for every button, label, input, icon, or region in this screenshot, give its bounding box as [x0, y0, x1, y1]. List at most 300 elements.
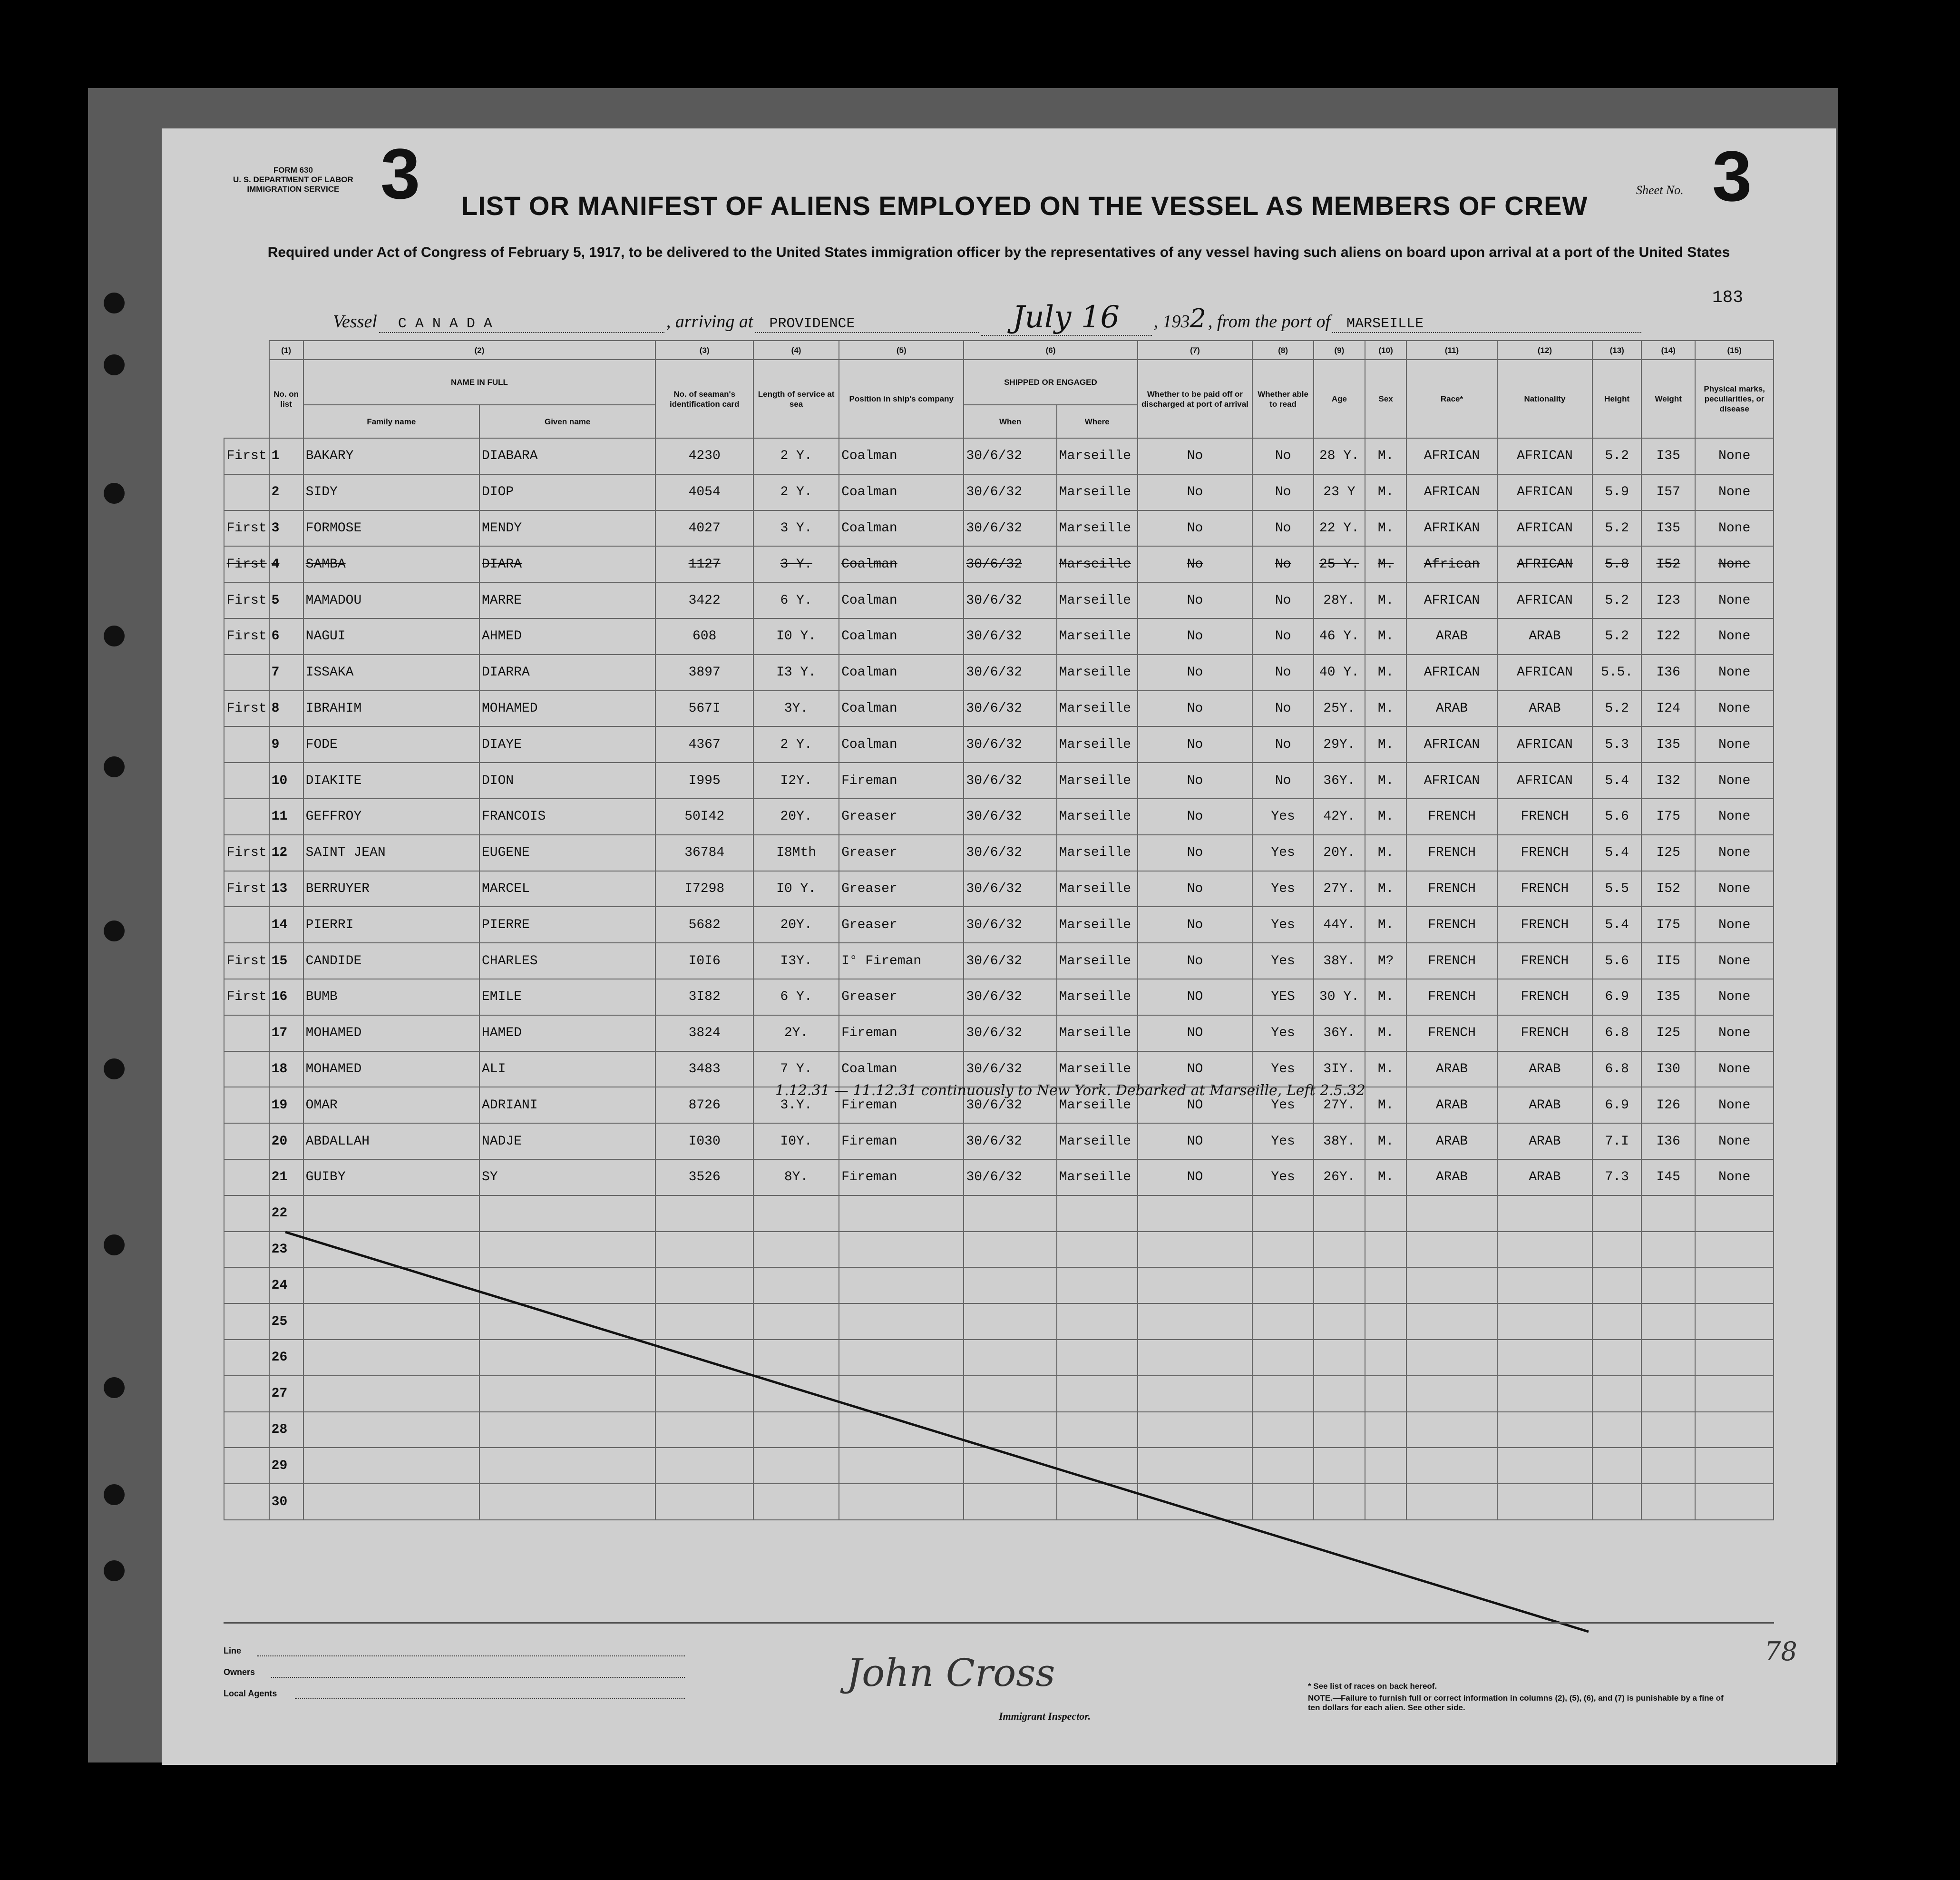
col-header-name: NAME IN FULL [303, 360, 656, 405]
cell-sex: M. [1365, 1051, 1406, 1087]
cell-paid: NO [1138, 1051, 1253, 1087]
first-voyage-mark: First [224, 691, 269, 727]
cell-given: EMILE [479, 979, 655, 1015]
cell-position: Greaser [839, 835, 964, 871]
cell-weight: I35 [1641, 510, 1695, 547]
first-voyage-mark: First [224, 871, 269, 907]
cell-age: 3IY. [1314, 1051, 1365, 1087]
cell-family: SIDY [303, 474, 479, 510]
cell-when: 30/6/32 [964, 546, 1056, 582]
cell-when: 30/6/32 [964, 474, 1056, 510]
cell-where: Marseille [1057, 1051, 1138, 1087]
cell-given: MARCEL [479, 871, 655, 907]
vessel-label: Vessel [333, 312, 377, 332]
cell-sex: M. [1365, 474, 1406, 510]
cell-where: Marseille [1057, 1015, 1138, 1051]
cell-service: 3.Y. [753, 1087, 839, 1123]
cell-position: Coalman [839, 618, 964, 655]
cell-marks: None [1695, 799, 1774, 835]
cell-where: Marseille [1057, 474, 1138, 510]
row-number: 23 [269, 1232, 303, 1268]
cell-sex: M. [1365, 799, 1406, 835]
cell-family: PIERRI [303, 907, 479, 943]
cell-height: 7.I [1592, 1123, 1641, 1159]
cell-sex: M. [1365, 1123, 1406, 1159]
cell-paid: No [1138, 510, 1253, 547]
cell-race: AFRICAN [1406, 582, 1497, 618]
cell-marks: None [1695, 546, 1774, 582]
cell-weight: I35 [1641, 438, 1695, 474]
cell-service: 20Y. [753, 907, 839, 943]
row-number: 1 [269, 438, 303, 474]
cell-where: Marseille [1057, 907, 1138, 943]
cell-marks: None [1695, 907, 1774, 943]
cell-read: Yes [1252, 871, 1314, 907]
cell-weight: I25 [1641, 835, 1695, 871]
footer-rule [224, 1622, 1774, 1624]
sheet-number: 3 [1712, 136, 1752, 216]
cell-nat: FRENCH [1497, 799, 1593, 835]
col-num: (13) [1592, 341, 1641, 360]
col-header-paid-off: Whether to be paid off or discharged at port of arrival [1138, 360, 1253, 438]
cell-age: 38Y. [1314, 943, 1365, 979]
cell-service: 2Y. [753, 1015, 839, 1051]
cell-age: 20Y. [1314, 835, 1365, 871]
cell-marks: None [1695, 655, 1774, 691]
cell-weight: I25 [1641, 1015, 1695, 1051]
cell-nat: ARAB [1497, 1051, 1593, 1087]
cell-position: Fireman [839, 763, 964, 799]
cell-position: Coalman [839, 474, 964, 510]
cell-marks: None [1695, 871, 1774, 907]
cell-read: Yes [1252, 1015, 1314, 1051]
col-header-shipped: SHIPPED OR ENGAGED [964, 360, 1137, 405]
cell-race: AFRICAN [1406, 763, 1497, 799]
cell-marks: None [1695, 510, 1774, 547]
row-number: 22 [269, 1195, 303, 1232]
cell-nat: FRENCH [1497, 943, 1593, 979]
cell-given: MENDY [479, 510, 655, 547]
cell-nat: FRENCH [1497, 871, 1593, 907]
first-voyage-mark: First [224, 510, 269, 547]
cell-nat: AFRICAN [1497, 582, 1593, 618]
cell-marks: None [1695, 1159, 1774, 1195]
col-header-where: Where [1057, 405, 1138, 438]
cell-family: DIAKITE [303, 763, 479, 799]
col-num: (8) [1252, 341, 1314, 360]
year-digit: 2 [1190, 304, 1206, 333]
cell-family: IBRAHIM [303, 691, 479, 727]
cell-marks: None [1695, 691, 1774, 727]
cell-marks: None [1695, 1015, 1774, 1051]
owners-label: Owners [224, 1667, 255, 1677]
row18-annotation: 1.12.31 — 11.12.31 continuously to New York. Debarked at Marseille, Left 2.5.32 [775, 1082, 1365, 1099]
cell-service: 6 Y. [753, 582, 839, 618]
cell-where: Marseille [1057, 943, 1138, 979]
cell-age: 44Y. [1314, 907, 1365, 943]
cell-weight: I35 [1641, 979, 1695, 1015]
cell-sex: M. [1365, 835, 1406, 871]
cell-age: 46 Y. [1314, 618, 1365, 655]
penalty-note: NOTE.—Failure to furnish full or correct information in columns (2), (5), (6), and (7) is punishable by a fine of ten dollars for each alien. See other side. [1308, 1694, 1724, 1712]
cell-family: SAMBA [303, 546, 479, 582]
line-label: Line [224, 1646, 242, 1655]
cell-race: ARAB [1406, 1123, 1497, 1159]
cell-weight: I57 [1641, 474, 1695, 510]
cell-position: Coalman [839, 691, 964, 727]
cell-race: AFRIKAN [1406, 510, 1497, 547]
first-voyage-mark: First [224, 582, 269, 618]
cell-position: Coalman [839, 655, 964, 691]
row-number: 26 [269, 1340, 303, 1376]
cell-race: ARAB [1406, 618, 1497, 655]
cell-service: I2Y. [753, 763, 839, 799]
inspector-label: Immigrant Inspector. [999, 1710, 1091, 1722]
col-header-read: Whether able to read [1252, 360, 1314, 438]
row-number: 29 [269, 1448, 303, 1484]
big-sheet-number: 3 [380, 134, 420, 214]
cell-race: FRENCH [1406, 979, 1497, 1015]
col-header-nationality: Nationality [1497, 360, 1593, 438]
cell-race: FRENCH [1406, 907, 1497, 943]
cell-family: MOHAMED [303, 1015, 479, 1051]
row-number: 15 [269, 943, 303, 979]
cell-age: 25 Y. [1314, 546, 1365, 582]
col-num: (4) [753, 341, 839, 360]
cell-given: ALI [479, 1051, 655, 1087]
cell-height: 7.3 [1592, 1159, 1641, 1195]
cell-weight: I36 [1641, 1123, 1695, 1159]
cell-marks: None [1695, 618, 1774, 655]
cell-sex: M. [1365, 871, 1406, 907]
row-number: 17 [269, 1015, 303, 1051]
cell-when: 30/6/32 [964, 691, 1056, 727]
cell-service: 2 Y. [753, 438, 839, 474]
cell-family: BERRUYER [303, 871, 479, 907]
binder-hole [104, 1234, 125, 1255]
cell-paid: No [1138, 871, 1253, 907]
cell-height: 5.2 [1592, 691, 1641, 727]
cell-nat: AFRICAN [1497, 726, 1593, 763]
row-number: 11 [269, 799, 303, 835]
cell-position: Coalman [839, 438, 964, 474]
cell-age: 26Y. [1314, 1159, 1365, 1195]
cell-sex: M. [1365, 1159, 1406, 1195]
cell-marks: None [1695, 943, 1774, 979]
col-header-height: Height [1592, 360, 1641, 438]
cell-given: DIABARA [479, 438, 655, 474]
cell-weight: I45 [1641, 1159, 1695, 1195]
cell-marks: None [1695, 438, 1774, 474]
cell-position: I° Fireman [839, 943, 964, 979]
first-voyage-mark: First [224, 546, 269, 582]
cell-when: 30/6/32 [964, 1015, 1056, 1051]
row-number: 24 [269, 1267, 303, 1303]
cell-family: MAMADOU [303, 582, 479, 618]
cell-race: AFRICAN [1406, 438, 1497, 474]
cell-family: GUIBY [303, 1159, 479, 1195]
cell-nat: ARAB [1497, 691, 1593, 727]
binder-hole [104, 1560, 125, 1581]
cell-paid: No [1138, 835, 1253, 871]
cell-height: 5.2 [1592, 510, 1641, 547]
cell-family: OMAR [303, 1087, 479, 1123]
row-number: 2 [269, 474, 303, 510]
binder-hole [104, 1484, 125, 1505]
cell-sex: M. [1365, 726, 1406, 763]
cell-when: 30/6/32 [964, 655, 1056, 691]
cell-race: FRENCH [1406, 799, 1497, 835]
cell-read: Yes [1252, 1051, 1314, 1087]
line-field [257, 1655, 685, 1656]
cell-given: SY [479, 1159, 655, 1195]
cell-position: Greaser [839, 799, 964, 835]
vessel-name: C A N A D A [379, 316, 664, 333]
cell-weight: I23 [1641, 582, 1695, 618]
cell-read: No [1252, 510, 1314, 547]
cell-where: Marseille [1057, 510, 1138, 547]
cell-height: 5.6 [1592, 799, 1641, 835]
cell-paid: No [1138, 655, 1253, 691]
cell-paid: No [1138, 763, 1253, 799]
from-label: , from the port of [1208, 312, 1331, 332]
cell-age: 27Y. [1314, 871, 1365, 907]
cell-marks: None [1695, 1123, 1774, 1159]
cell-where: Marseille [1057, 979, 1138, 1015]
cell-when: 30/6/32 [964, 763, 1056, 799]
cell-height: 6.9 [1592, 1087, 1641, 1123]
cell-where: Marseille [1057, 618, 1138, 655]
cell-read: Yes [1252, 1087, 1314, 1123]
cell-height: 5.6 [1592, 943, 1641, 979]
cell-age: 22 Y. [1314, 510, 1365, 547]
cell-age: 36Y. [1314, 1015, 1365, 1051]
cell-race: ARAB [1406, 1051, 1497, 1087]
cell-weight: I35 [1641, 726, 1695, 763]
unused-lines-strike [162, 128, 1836, 1765]
cell-when: 30/6/32 [964, 1123, 1056, 1159]
cell-height: 5.8 [1592, 546, 1641, 582]
cell-service: 20Y. [753, 799, 839, 835]
cell-nat: AFRICAN [1497, 546, 1593, 582]
cell-nat: AFRICAN [1497, 474, 1593, 510]
cell-height: 5.3 [1592, 726, 1641, 763]
cell-marks: None [1695, 979, 1774, 1015]
cell-sex: M? [1365, 943, 1406, 979]
cell-card: 50I42 [655, 799, 753, 835]
row-number: 18 [269, 1051, 303, 1087]
cell-weight: I52 [1641, 546, 1695, 582]
cell-card: 3I82 [655, 979, 753, 1015]
col-header-family-name: Family name [303, 405, 479, 438]
cell-nat: FRENCH [1497, 835, 1593, 871]
cell-race: FRENCH [1406, 871, 1497, 907]
cell-race: FRENCH [1406, 943, 1497, 979]
cell-given: MOHAMED [479, 691, 655, 727]
cell-position: Coalman [839, 546, 964, 582]
cell-card: 1127 [655, 546, 753, 582]
cell-position: Fireman [839, 1123, 964, 1159]
cell-weight: I22 [1641, 618, 1695, 655]
cell-weight: I75 [1641, 799, 1695, 835]
cell-sex: M. [1365, 546, 1406, 582]
row-number: 8 [269, 691, 303, 727]
strike-line [285, 1232, 1589, 1632]
cell-sex: M. [1365, 582, 1406, 618]
col-header-no: No. on list [269, 360, 303, 438]
cell-paid: No [1138, 726, 1253, 763]
from-port: MARSEILLE [1332, 316, 1641, 333]
cell-race: African [1406, 546, 1497, 582]
binder-hole [104, 293, 125, 313]
cell-given: CHARLES [479, 943, 655, 979]
col-header-service: Length of service at sea [753, 360, 839, 438]
cell-service: 3 Y. [753, 546, 839, 582]
cell-family: FORMOSE [303, 510, 479, 547]
row-number: 20 [269, 1123, 303, 1159]
cell-sex: M. [1365, 618, 1406, 655]
cell-where: Marseille [1057, 871, 1138, 907]
cell-service: 2 Y. [753, 726, 839, 763]
cell-weight: I24 [1641, 691, 1695, 727]
binder-hole [104, 1377, 125, 1398]
cell-nat: AFRICAN [1497, 438, 1593, 474]
row-number: 4 [269, 546, 303, 582]
cell-card: 608 [655, 618, 753, 655]
cell-nat: ARAB [1497, 618, 1593, 655]
cell-given: EUGENE [479, 835, 655, 871]
cell-paid: NO [1138, 1087, 1253, 1123]
cell-paid: No [1138, 546, 1253, 582]
cell-when: 30/6/32 [964, 871, 1056, 907]
cell-read: No [1252, 618, 1314, 655]
cell-age: 29Y. [1314, 726, 1365, 763]
cell-card: 4367 [655, 726, 753, 763]
binder-hole [104, 626, 125, 646]
cell-where: Marseille [1057, 799, 1138, 835]
cell-when: 30/6/32 [964, 799, 1056, 835]
cell-marks: None [1695, 835, 1774, 871]
cell-when: 30/6/32 [964, 438, 1056, 474]
cell-marks: None [1695, 1051, 1774, 1087]
cell-position: Fireman [839, 1087, 964, 1123]
cell-card: 8726 [655, 1087, 753, 1123]
cell-weight: II5 [1641, 943, 1695, 979]
cell-height: 5.2 [1592, 618, 1641, 655]
cell-paid: No [1138, 474, 1253, 510]
cell-where: Marseille [1057, 546, 1138, 582]
binder-hole [104, 756, 125, 777]
cell-family: BAKARY [303, 438, 479, 474]
cell-card: I995 [655, 763, 753, 799]
cell-when: 30/6/32 [964, 510, 1056, 547]
cell-weight: I52 [1641, 871, 1695, 907]
cell-paid: No [1138, 438, 1253, 474]
cell-read: No [1252, 546, 1314, 582]
cell-service: I8Mth [753, 835, 839, 871]
cell-height: 5.4 [1592, 907, 1641, 943]
owners-field [271, 1677, 685, 1678]
row-number: 16 [269, 979, 303, 1015]
row-number: 3 [269, 510, 303, 547]
cell-race: AFRICAN [1406, 726, 1497, 763]
col-num: (10) [1365, 341, 1406, 360]
cell-sex: M. [1365, 1015, 1406, 1051]
cell-nat: ARAB [1497, 1159, 1593, 1195]
cell-race: ARAB [1406, 1159, 1497, 1195]
row-number: 9 [269, 726, 303, 763]
cell-read: No [1252, 655, 1314, 691]
cell-race: ARAB [1406, 691, 1497, 727]
cell-card: 3824 [655, 1015, 753, 1051]
cell-family: GEFFROY [303, 799, 479, 835]
cell-position: Coalman [839, 510, 964, 547]
cell-weight: I32 [1641, 763, 1695, 799]
cell-height: 5.2 [1592, 582, 1641, 618]
cell-paid: No [1138, 582, 1253, 618]
cell-weight: I75 [1641, 907, 1695, 943]
cell-read: YES [1252, 979, 1314, 1015]
cell-when: 30/6/32 [964, 1159, 1056, 1195]
cell-height: 5.5 [1592, 871, 1641, 907]
row-number: 12 [269, 835, 303, 871]
col-num: (6) [964, 341, 1137, 360]
cell-position: Fireman [839, 1159, 964, 1195]
cell-given: DIARA [479, 546, 655, 582]
cell-position: Coalman [839, 582, 964, 618]
cell-given: ADRIANI [479, 1087, 655, 1123]
first-voyage-mark: First [224, 618, 269, 655]
cell-card: 3422 [655, 582, 753, 618]
col-header-sex: Sex [1365, 360, 1406, 438]
binder-hole [104, 1058, 125, 1079]
arrival-date: July 16 [981, 300, 1152, 336]
cell-given: DIAYE [479, 726, 655, 763]
col-num: (1) [269, 341, 303, 360]
cell-nat: FRENCH [1497, 1015, 1593, 1051]
cell-position: Coalman [839, 1051, 964, 1087]
cell-marks: None [1695, 582, 1774, 618]
row-number: 30 [269, 1484, 303, 1520]
cell-height: 5.2 [1592, 438, 1641, 474]
cell-height: 6.8 [1592, 1015, 1641, 1051]
margin-number: 78 [1765, 1636, 1797, 1666]
col-num: (2) [303, 341, 656, 360]
cell-when: 30/6/32 [964, 943, 1056, 979]
cell-age: 28Y. [1314, 582, 1365, 618]
cell-card: 3483 [655, 1051, 753, 1087]
col-num: (12) [1497, 341, 1593, 360]
cell-race: AFRICAN [1406, 474, 1497, 510]
col-header-when: When [964, 405, 1056, 438]
cell-read: Yes [1252, 835, 1314, 871]
manifest-sheet [162, 128, 1836, 1765]
cell-paid: NO [1138, 979, 1253, 1015]
cell-paid: No [1138, 691, 1253, 727]
page-number: 183 [1712, 288, 1743, 307]
cell-card: 3526 [655, 1159, 753, 1195]
first-voyage-mark: First [224, 979, 269, 1015]
col-num: (7) [1138, 341, 1253, 360]
cell-age: 28 Y. [1314, 438, 1365, 474]
row-number: 13 [269, 871, 303, 907]
cell-paid: No [1138, 799, 1253, 835]
cell-height: 5.4 [1592, 763, 1641, 799]
row-number: 27 [269, 1376, 303, 1412]
col-header-card: No. of seaman's identification card [655, 360, 753, 438]
inspector-signature: John Cross [847, 1651, 1055, 1695]
cell-when: 30/6/32 [964, 835, 1056, 871]
